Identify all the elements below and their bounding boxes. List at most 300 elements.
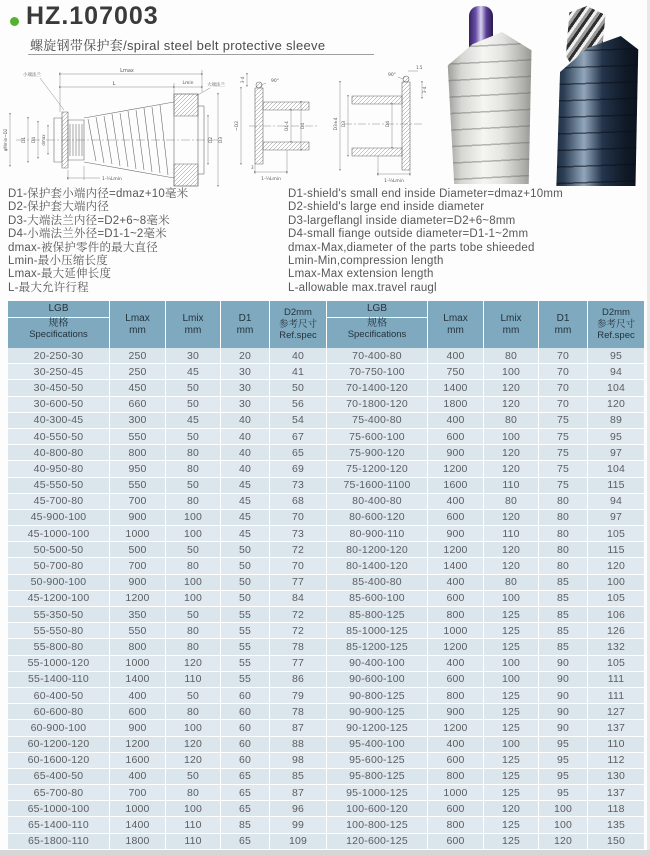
table-row <box>8 753 326 769</box>
table-cell: 100 <box>484 364 539 379</box>
table-row <box>8 785 326 801</box>
table-cell: 120 <box>539 834 588 849</box>
table-cell: 85 <box>539 607 588 622</box>
table-row <box>8 413 326 429</box>
table-cell: 120 <box>484 801 539 816</box>
dim-label-d1: D1 <box>22 136 27 144</box>
table-cell: 40 <box>221 413 270 428</box>
table-cell: 77 <box>291 657 305 670</box>
table-cell: 130 <box>606 770 626 783</box>
table-row <box>327 704 644 720</box>
table-row <box>327 542 644 558</box>
table-cell: 60-400-50 <box>8 688 110 703</box>
table-cell: 80 <box>166 558 221 573</box>
table-cell: 65 <box>221 785 270 800</box>
spec-line: D2-shield's large end inside diameter <box>288 201 485 214</box>
spec-line: L-allowable max.travel raugl <box>288 281 437 294</box>
table-cell: 100 <box>484 672 539 687</box>
table-cell: 1000 <box>110 656 166 671</box>
table-row <box>8 380 326 396</box>
table-cell: 45 <box>221 510 270 525</box>
dim-label-3-4: 3-4 <box>240 76 245 84</box>
table-cell: 100 <box>166 801 221 816</box>
table-cell: 80 <box>539 510 588 525</box>
table-cell: 30 <box>221 397 270 412</box>
table-cell: 72 <box>291 608 305 621</box>
table-cell: 65-1000-100 <box>8 801 110 816</box>
table-cell: 50 <box>166 688 221 703</box>
spec-line: D2-保护套大端内径 <box>8 201 110 214</box>
dim-label-dmax: dmax <box>41 134 46 146</box>
navy-spiral-sleeve <box>549 36 641 186</box>
table-row <box>327 834 644 850</box>
green-bullet-icon <box>10 17 19 26</box>
table-cell: 89 <box>609 414 623 427</box>
table-cell: 60 <box>221 753 270 768</box>
spec-line: L-最大允许行程 <box>8 281 89 294</box>
table-cell: 150 <box>606 835 626 848</box>
table-cell: 70-750-100 <box>327 364 428 379</box>
table-cell: 120 <box>484 542 539 557</box>
table-cell: 55-550-80 <box>8 623 110 638</box>
table-left-half <box>8 301 326 850</box>
dim-label-1-5: 1.5 <box>416 65 423 70</box>
table-row <box>8 623 326 639</box>
spec-line: Lmin-最小压缩长度 <box>8 255 108 268</box>
table-cell: 80 <box>166 494 221 509</box>
table-cell: 800 <box>428 769 484 784</box>
table-cell: 95 <box>609 430 623 443</box>
table-cell: 600 <box>428 834 484 849</box>
table-cell: 75-1200-120 <box>327 461 428 476</box>
table-row <box>327 801 644 817</box>
table-cell: 80 <box>484 348 539 363</box>
spec-line: D3-大端法兰内径=D2+6~8毫米 <box>8 214 170 227</box>
table-cell: 80 <box>166 623 221 638</box>
table-cell: 900 <box>110 575 166 590</box>
table-cell: 400 <box>110 769 166 784</box>
spec-line: dmax-被保护零件的最大直径 <box>8 241 158 254</box>
table-cell: 400 <box>428 575 484 590</box>
page-title: HZ.107003 <box>26 2 159 30</box>
table-cell: 100 <box>484 591 539 606</box>
table-cell: 79 <box>291 689 305 702</box>
table-cell: 90-900-125 <box>327 704 428 719</box>
table-cell: 100 <box>166 526 221 541</box>
table-cell: 750 <box>428 364 484 379</box>
table-cell: 1400 <box>428 558 484 573</box>
table-cell: 1800 <box>428 397 484 412</box>
table-cell: 99 <box>291 819 305 832</box>
table-cell: 125 <box>484 688 539 703</box>
table-row <box>8 558 326 574</box>
table-cell: 65 <box>291 446 305 459</box>
table-row <box>8 737 326 753</box>
table-row <box>8 429 326 445</box>
table-cell: 120 <box>484 397 539 412</box>
technical-drawing-large-end-section <box>332 62 432 188</box>
table-cell: 85-400-80 <box>327 575 428 590</box>
table-cell: 105 <box>606 657 626 670</box>
table-cell: 550 <box>110 429 166 444</box>
dim-label-lmin-bottom: 1-⅔Lmin <box>102 177 122 182</box>
table-cell: 75 <box>539 429 588 444</box>
table-row <box>8 348 326 364</box>
table-cell: 55 <box>221 672 270 687</box>
table-cell: 40 <box>291 349 305 362</box>
table-cell: 105 <box>606 527 626 540</box>
table-cell: 100 <box>539 801 588 816</box>
table-cell: 65 <box>221 801 270 816</box>
table-cell: 90 <box>539 704 588 719</box>
dim-label-90deg: 90° <box>388 73 396 78</box>
silver-spiral-sleeve <box>445 32 537 184</box>
table-cell: 54 <box>291 414 305 427</box>
table-cell: 90 <box>539 720 588 735</box>
table-row <box>8 704 326 720</box>
table-cell: 75-600-100 <box>327 429 428 444</box>
dim-label-d4: D4 <box>386 120 391 128</box>
table-cell: 115 <box>607 479 625 492</box>
dim-label-phi-mmin: φMmin~D2 <box>3 128 8 152</box>
table-cell: 90 <box>539 672 588 687</box>
dim-label-d3: D3 <box>342 120 347 128</box>
table-cell: 1600 <box>110 753 166 768</box>
table-cell: 109 <box>288 835 308 848</box>
table-cell: 1200 <box>110 737 166 752</box>
table-cell: 75 <box>539 478 588 493</box>
table-cell: 80-400-80 <box>327 494 428 509</box>
table-cell: 45-700-80 <box>8 494 110 509</box>
table-row <box>8 720 326 736</box>
table-row <box>327 494 644 510</box>
table-cell: 125 <box>484 817 539 832</box>
table-cell: 100 <box>484 737 539 752</box>
table-cell: 30 <box>221 364 270 379</box>
table-cell: 80-1200-120 <box>327 542 428 557</box>
table-cell: 115 <box>607 543 625 556</box>
table-cell: 45 <box>221 494 270 509</box>
table-cell: 600 <box>428 801 484 816</box>
table-cell: 97 <box>609 446 623 459</box>
table-row <box>327 591 644 607</box>
title-underline <box>28 54 374 55</box>
table-cell: 65 <box>221 834 270 849</box>
spec-line: D4-small fiange outside diameter=D1-1~2mm <box>288 228 529 241</box>
table-cell: 30-250-45 <box>8 364 110 379</box>
table-cell: 70-400-80 <box>327 348 428 363</box>
table-cell: 65-1400-110 <box>8 817 110 832</box>
table-cell: 104 <box>606 462 626 475</box>
table-row <box>8 494 326 510</box>
table-cell: 75-1600-1100 <box>327 478 428 493</box>
table-cell: 111 <box>607 689 625 702</box>
table-cell: 94 <box>609 365 623 378</box>
table-cell: 70 <box>539 348 588 363</box>
header-d2-refspec: D2mm 参考尺寸 Ref.spec <box>278 307 317 342</box>
header-specifications-label: Specifications <box>347 329 407 340</box>
table-cell: 95-600-125 <box>327 753 428 768</box>
table-row <box>327 558 644 574</box>
table-row <box>8 542 326 558</box>
table-cell: 95-800-125 <box>327 769 428 784</box>
dim-label-lmax: Lmax <box>120 68 134 74</box>
table-row <box>327 753 644 769</box>
dim-label-d3-4: D3±4 <box>334 117 339 131</box>
table-row <box>327 397 644 413</box>
table-cell: 60 <box>221 688 270 703</box>
table-cell: 137 <box>606 721 626 734</box>
table-cell: 85 <box>221 817 270 832</box>
table-cell: 95 <box>539 785 588 800</box>
table-cell: 135 <box>606 819 626 832</box>
table-row <box>327 817 644 833</box>
table-cell: 80 <box>539 542 588 557</box>
table-cell: 50 <box>166 429 221 444</box>
table-cell: 1200 <box>428 639 484 654</box>
table-cell: 67 <box>291 430 305 443</box>
table-cell: 45 <box>166 364 221 379</box>
table-cell: 73 <box>291 479 305 492</box>
spec-line: D1-shield's small end inside Diameter=dmaz+10mm <box>288 188 563 200</box>
table-cell: 60 <box>221 737 270 752</box>
table-cell: 900 <box>110 720 166 735</box>
spec-list-cn <box>8 188 188 295</box>
table-cell: 75 <box>539 445 588 460</box>
table-cell: 100 <box>166 575 221 590</box>
table-cell: 75 <box>539 413 588 428</box>
table-row <box>8 591 326 607</box>
table-cell: 900 <box>110 510 166 525</box>
table-cell: 50 <box>166 607 221 622</box>
table-row <box>327 445 644 461</box>
table-cell: 65 <box>221 769 270 784</box>
table-body-left <box>8 348 326 850</box>
table-cell: 88 <box>291 738 305 751</box>
table-cell: 120 <box>606 398 626 411</box>
table-cell: 85-800-125 <box>327 607 428 622</box>
table-cell: 72 <box>291 624 305 637</box>
table-cell: 800 <box>428 688 484 703</box>
table-row <box>8 526 326 542</box>
table-cell: 69 <box>291 462 305 475</box>
table-row <box>327 607 644 623</box>
table-cell: 80-900-110 <box>327 526 428 541</box>
table-cell: 50 <box>221 558 270 573</box>
table-cell: 40-300-45 <box>8 413 110 428</box>
table-cell: 125 <box>484 704 539 719</box>
table-cell: 120 <box>484 461 539 476</box>
table-cell: 80 <box>539 526 588 541</box>
table-cell: 350 <box>110 607 166 622</box>
spec-list-en <box>288 188 563 295</box>
table-cell: 300 <box>110 413 166 428</box>
table-cell: 30 <box>166 348 221 363</box>
header-guige: 规格 <box>48 317 69 329</box>
table-cell: 45-550-50 <box>8 478 110 493</box>
dim-label-3-4: 3-4 <box>422 86 427 94</box>
table-cell: 95 <box>539 753 588 768</box>
table-row <box>327 413 644 429</box>
table-cell: 45 <box>166 413 221 428</box>
table-cell: 60-1600-120 <box>8 753 110 768</box>
header-d1: D1 mm <box>221 301 270 348</box>
table-cell: 100 <box>606 576 626 589</box>
table-cell: 20-250-30 <box>8 348 110 363</box>
table-row <box>327 785 644 801</box>
table-cell: 120 <box>484 445 539 460</box>
table-cell: 85 <box>539 591 588 606</box>
table-cell: 127 <box>606 705 626 718</box>
table-cell: 65-400-50 <box>8 769 110 784</box>
table-cell: 100 <box>166 720 221 735</box>
header-lmax: Lmax mm <box>428 301 484 348</box>
table-row <box>327 656 644 672</box>
table-cell: 1800 <box>110 834 166 849</box>
table-cell: 120 <box>484 510 539 525</box>
table-row <box>8 688 326 704</box>
table-cell: 80 <box>484 575 539 590</box>
table-cell: 70 <box>291 511 305 524</box>
table-cell: 125 <box>484 607 539 622</box>
table-row <box>327 639 644 655</box>
table-row <box>8 769 326 785</box>
table-cell: 80 <box>166 704 221 719</box>
table-cell: 45-1200-100 <box>8 591 110 606</box>
table-cell: 75 <box>539 461 588 476</box>
label-small-flange: 小端法兰 <box>23 73 41 78</box>
table-cell: 120 <box>166 753 221 768</box>
table-cell: 55 <box>221 607 270 622</box>
table-cell: 600 <box>428 672 484 687</box>
table-cell: 137 <box>606 786 626 799</box>
table-cell: 110 <box>484 526 539 541</box>
table-cell: 55 <box>221 623 270 638</box>
table-cell: 40 <box>221 461 270 476</box>
dim-label-d2: D2 <box>209 136 214 144</box>
header-lgb: LGB <box>327 301 427 318</box>
table-cell: 700 <box>110 558 166 573</box>
table-cell: 55-800-80 <box>8 639 110 654</box>
table-cell: 75-900-120 <box>327 445 428 460</box>
table-cell: 80 <box>166 461 221 476</box>
table-cell: 125 <box>484 623 539 638</box>
table-cell: 125 <box>484 639 539 654</box>
table-cell: 110 <box>484 478 539 493</box>
table-cell: 400 <box>428 737 484 752</box>
table-row <box>327 348 644 364</box>
table-cell: 110 <box>607 738 625 751</box>
table-cell: 50-700-80 <box>8 558 110 573</box>
spec-line: dmax-Max,diameter of the parts tobe shieeded <box>288 241 535 254</box>
table-cell: 700 <box>110 494 166 509</box>
table-cell: 96 <box>291 802 305 815</box>
table-cell: 120 <box>484 380 539 395</box>
table-cell: 120 <box>606 560 626 573</box>
table-cell: 98 <box>291 754 305 767</box>
table-row <box>327 510 644 526</box>
table-cell: 80 <box>166 639 221 654</box>
table-cell: 950 <box>110 461 166 476</box>
table-cell: 40-550-50 <box>8 429 110 444</box>
spec-line: D4-小端法兰外径=D1-1~2毫米 <box>8 228 167 241</box>
table-cell: 40-800-80 <box>8 445 110 460</box>
product-photo-navy-sleeve <box>547 6 643 186</box>
dim-label-d4: D4 <box>32 136 37 144</box>
table-cell: 70 <box>539 364 588 379</box>
table-cell: 41 <box>291 365 305 378</box>
table-cell: 87 <box>291 786 305 799</box>
page-edge-bottom <box>0 850 650 856</box>
table-cell: 900 <box>428 445 484 460</box>
table-cell: 84 <box>291 592 305 605</box>
table-cell: 100 <box>166 591 221 606</box>
table-cell: 1200 <box>428 542 484 557</box>
table-row <box>8 445 326 461</box>
table-cell: 132 <box>606 640 626 653</box>
table-cell: 1400 <box>110 817 166 832</box>
table-cell: 20 <box>221 348 270 363</box>
table-cell: 900 <box>428 526 484 541</box>
table-row <box>8 461 326 477</box>
table-cell: 70 <box>539 397 588 412</box>
table-cell: 87 <box>291 721 305 734</box>
table-cell: 55-1000-120 <box>8 656 110 671</box>
table-cell: 85 <box>539 575 588 590</box>
table-cell: 70-1400-120 <box>327 380 428 395</box>
table-row <box>8 364 326 380</box>
table-header <box>8 301 326 348</box>
table-row <box>327 364 644 380</box>
table-cell: 80 <box>539 494 588 509</box>
table-cell: 125 <box>484 720 539 735</box>
table-cell: 55 <box>221 639 270 654</box>
dim-label-d4: D4 <box>301 122 306 130</box>
technical-drawing-small-end-section <box>233 66 328 184</box>
table-row <box>327 380 644 396</box>
table-cell: 110 <box>166 834 221 849</box>
table-cell: 118 <box>607 802 625 815</box>
dim-label-3: 3 <box>251 165 254 170</box>
table-cell: 50 <box>166 542 221 557</box>
table-cell: 40 <box>221 429 270 444</box>
table-cell: 78 <box>291 640 305 653</box>
table-cell: 100 <box>166 510 221 525</box>
table-cell: 95 <box>539 737 588 752</box>
page-subtitle: 螺旋钢带保护套/spiral steel belt protective sleeve <box>30 38 326 53</box>
table-row <box>8 607 326 623</box>
table-cell: 85 <box>539 623 588 638</box>
table-cell: 1000 <box>428 623 484 638</box>
table-cell: 600 <box>110 704 166 719</box>
table-cell: 80-600-120 <box>327 510 428 525</box>
table-cell: 250 <box>110 364 166 379</box>
table-cell: 94 <box>609 495 623 508</box>
table-cell: 75-400-80 <box>327 413 428 428</box>
table-row <box>8 834 326 850</box>
table-cell: 800 <box>110 445 166 460</box>
table-cell: 56 <box>291 398 305 411</box>
header-lmax: Lmax mm <box>110 301 166 348</box>
table-cell: 90-600-100 <box>327 672 428 687</box>
table-cell: 80 <box>166 785 221 800</box>
table-cell: 126 <box>606 624 626 637</box>
table-cell: 60-900-100 <box>8 720 110 735</box>
table-cell: 110 <box>166 817 221 832</box>
table-cell: 60 <box>221 720 270 735</box>
table-cell: 100 <box>484 429 539 444</box>
table-cell: 86 <box>291 673 305 686</box>
